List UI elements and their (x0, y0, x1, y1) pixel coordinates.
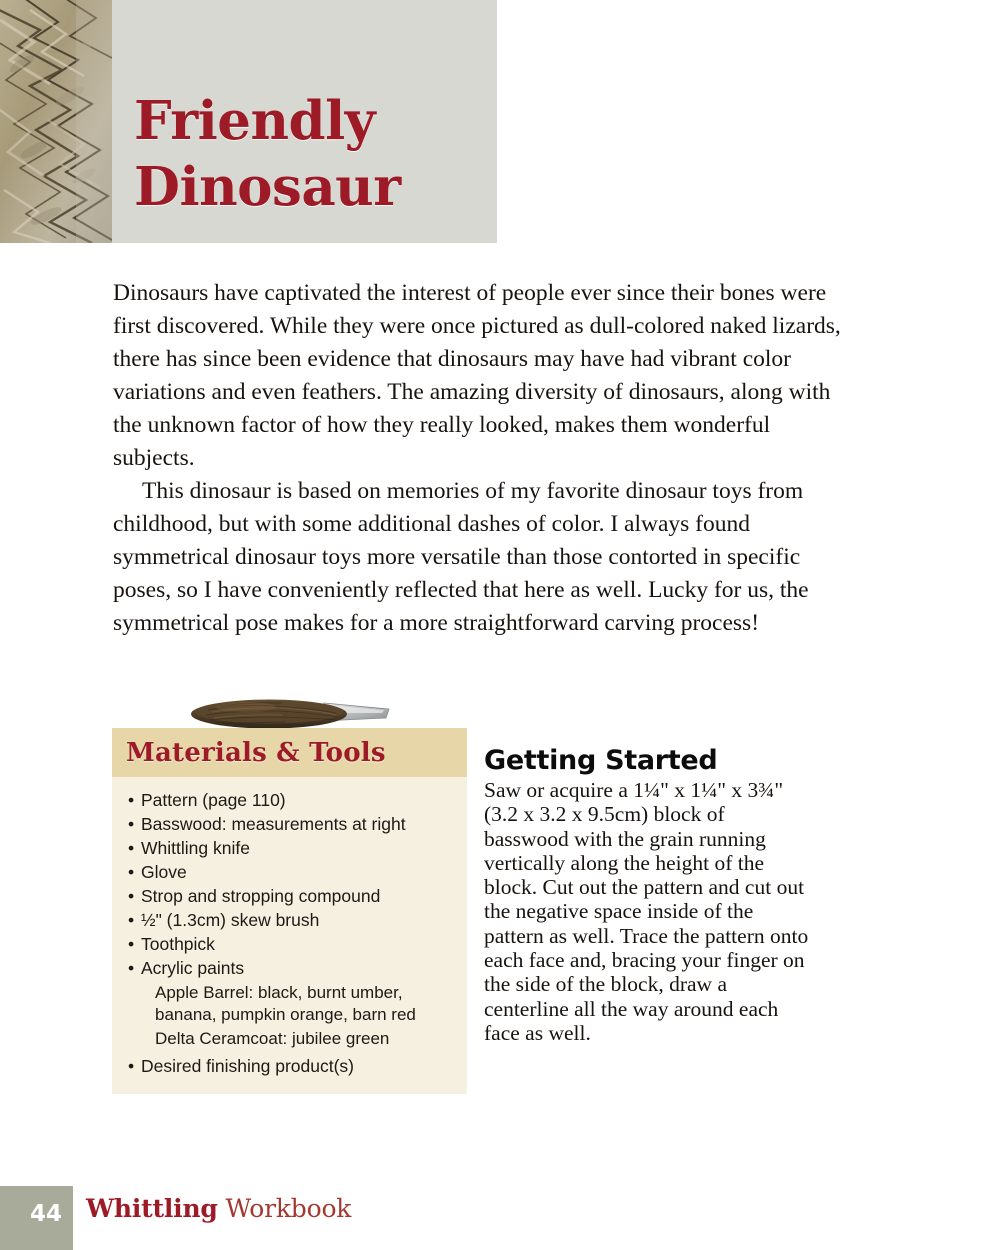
bullet-icon: • (128, 862, 135, 882)
chapter-title-line-1: Friendly (134, 90, 375, 152)
bullet-icon: • (128, 814, 135, 834)
footer-page-number-box (0, 1186, 73, 1250)
materials-box-header (112, 728, 467, 777)
chapter-title (134, 88, 484, 220)
chapter-header-band (0, 0, 497, 243)
getting-started-heading: Getting Started (484, 745, 718, 776)
list-item (126, 884, 455, 908)
list-item-label: Glove (141, 862, 187, 882)
list-item (126, 836, 455, 860)
intro-body-text (113, 277, 848, 640)
chapter-title-line-2: Dinosaur (134, 156, 401, 218)
list-subitem: Delta Ceramcoat: jubilee green (155, 1029, 390, 1048)
list-item (126, 812, 455, 836)
footer-title-light: Workbook (217, 1194, 352, 1223)
list-item (126, 956, 455, 980)
list-item-label: Pattern (page 110) (141, 790, 286, 810)
materials-heading: Materials & Tools (126, 737, 386, 768)
list-item-label: Toothpick (141, 934, 215, 954)
list-subitem: Apple Barrel: black, burnt umber, banana, pumpkin orange, barn red (155, 983, 416, 1024)
list-item-label: Desired finishing product(s) (141, 1056, 355, 1076)
list-item-label: Whittling knife (141, 838, 250, 858)
bullet-icon: • (128, 790, 135, 810)
list-item (126, 860, 455, 884)
tree-bark-photo (0, 0, 112, 243)
footer-title-strong: Whittling (86, 1194, 218, 1223)
footer-book-title (86, 1194, 351, 1223)
bullet-icon: • (128, 1056, 135, 1076)
intro-paragraph-2: This dinosaur is based on memories of my favorite dinosaur toys from childhood, but with some additional dashes of color. I always found symmetrical dinosaur toys more versatile than those contorted in specific poses, so I have conveniently reflected that here as well. Lucky for us, the symmetrical pose makes for a more straightforward carving process! (113, 478, 809, 636)
page-number: 44 (29, 1201, 62, 1227)
list-item (126, 908, 455, 932)
materials-list (112, 777, 467, 1094)
list-item (126, 932, 455, 956)
bullet-icon: • (128, 958, 135, 978)
getting-started-body: Saw or acquire a 1¼" x 1¼" x 3¾" (3.2 x 3.2 x 9.5cm) block of basswood with the grain running vertically along the height of the block. Cut out the pattern and cut out the negative space inside of the pattern as well. Trace the pattern onto each face and, bracing your finger on the side of the block, draw a centerline all the way around each face as well. (484, 778, 809, 1045)
bullet-icon: • (128, 886, 135, 906)
list-item (126, 788, 455, 812)
bullet-icon: • (128, 934, 135, 954)
list-item-label: Basswood: measurements at right (141, 814, 406, 834)
list-item (126, 1054, 455, 1078)
getting-started-section (484, 745, 814, 1045)
intro-paragraph-1: Dinosaurs have captivated the interest of people ever since their bones were first discovered. While they were once pictured as dull-colored naked lizards, there has since been evidence that dinosaurs may have had vibrant color variations and even feathers. The amazing diversity of dinosaurs, along with the unknown factor of how they really looked, makes them wonderful subjects. (113, 280, 841, 471)
bullet-icon: • (128, 910, 135, 930)
list-item-label: Strop and stropping compound (141, 886, 381, 906)
list-item-label: Acrylic paints (141, 958, 245, 978)
materials-and-tools-box (112, 728, 467, 1094)
bullet-icon: • (128, 838, 135, 858)
list-item-label: ½" (1.3cm) skew brush (141, 910, 320, 930)
